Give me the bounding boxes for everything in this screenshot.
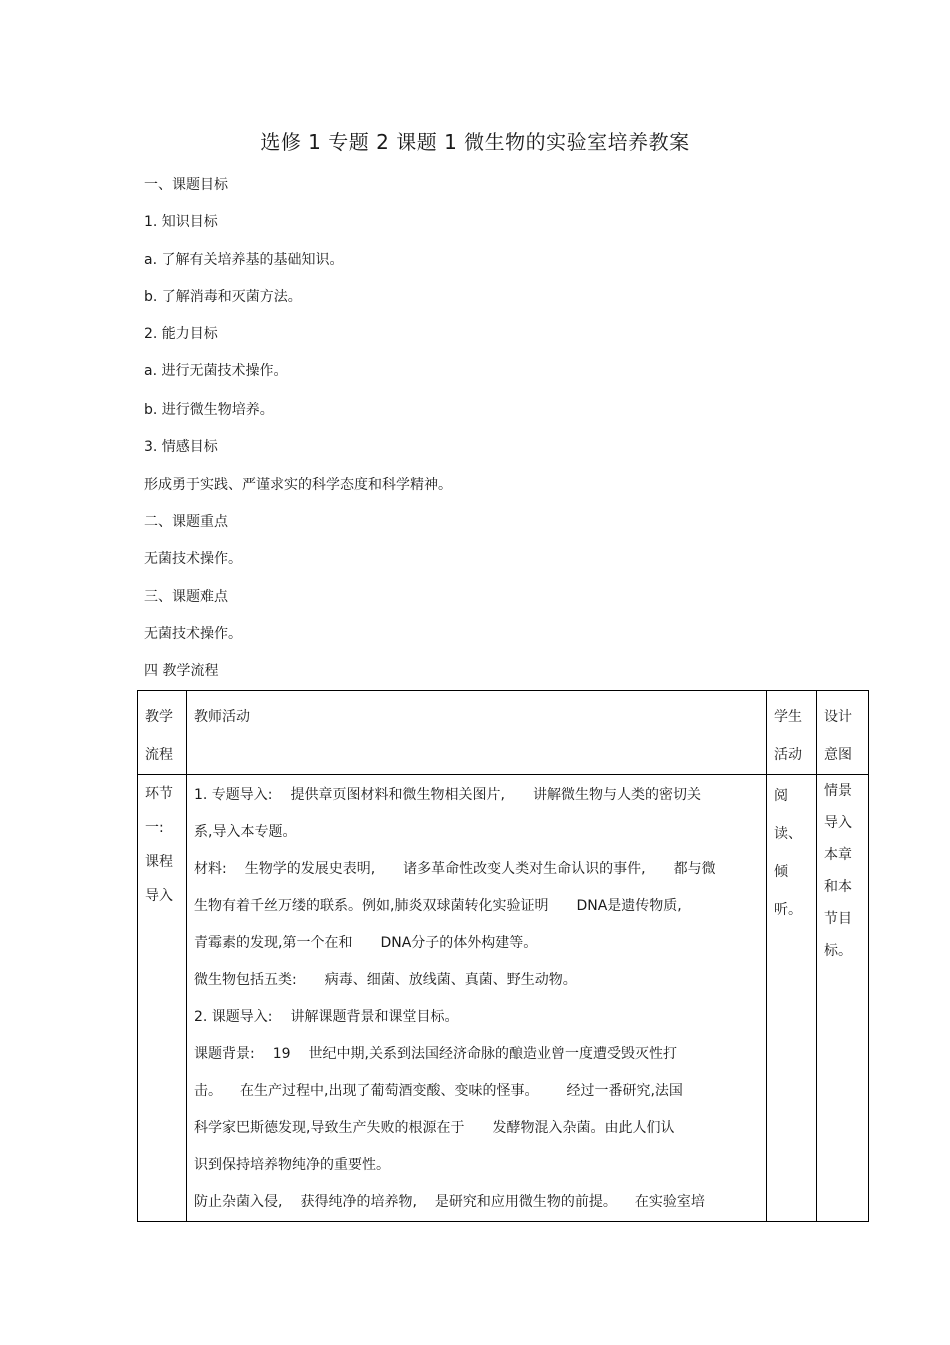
paragraph-line: 系,导入本专题。 bbox=[194, 824, 297, 840]
text-line: b. 进行微生物培养。 bbox=[144, 402, 274, 418]
table-row bbox=[138, 775, 869, 1222]
section-heading-teaching-flow: 四 教学流程 bbox=[144, 663, 219, 679]
section-heading-key-point: 二、课题重点 bbox=[144, 514, 228, 530]
teacher-activity-cell bbox=[187, 775, 767, 1222]
paragraph-line: 材料: 生物学的发展史表明, 诸多革命性改变人类对生命认识的事件, 都与微 bbox=[194, 861, 716, 877]
table-header-row bbox=[138, 691, 869, 775]
text-line: 无菌技术操作。 bbox=[144, 626, 242, 642]
document-title: 选修 1 专题 2 课题 1 微生物的实验室培养教案 bbox=[260, 130, 690, 154]
text-line: a. 进行无菌技术操作。 bbox=[144, 363, 288, 379]
paragraph-line: 课题背景: 19 世纪中期,关系到法国经济命脉的酿造业曾一度遭受毁灭性打 bbox=[194, 1046, 677, 1062]
paragraph-line: 2. 课题导入: 讲解课题背景和课堂目标。 bbox=[194, 1009, 459, 1025]
text-line: 形成勇于实践、严谨求实的科学态度和科学精神。 bbox=[144, 477, 452, 493]
header-cell-design-intent: 设计 意图 bbox=[817, 691, 869, 775]
text-line: 无菌技术操作。 bbox=[144, 551, 242, 567]
text-line: b. 了解消毒和灭菌方法。 bbox=[144, 289, 302, 305]
text-line: a. 了解有关培养基的基础知识。 bbox=[144, 252, 344, 268]
subheading-ability: 2. 能力目标 bbox=[144, 326, 218, 342]
paragraph-line: 青霉素的发现,第一个在和 DNA分子的体外构建等。 bbox=[194, 935, 538, 951]
subheading-emotion: 3. 情感目标 bbox=[144, 439, 218, 455]
section-heading-difficulty: 三、课题难点 bbox=[144, 589, 228, 605]
section-heading-objectives: 一、课题目标 bbox=[144, 177, 228, 193]
stage-cell: 环节 一: 课程 导入 bbox=[138, 775, 187, 1222]
paragraph-line: 科学家巴斯德发现,导致生产失败的根源在于 发酵物混入杂菌。由此人们认 bbox=[194, 1120, 675, 1136]
paragraph-line: 识到保持培养物纯净的重要性。 bbox=[194, 1157, 390, 1173]
subheading-knowledge: 1. 知识目标 bbox=[144, 214, 218, 230]
header-cell-teacher-activity: 教师活动 bbox=[187, 691, 767, 775]
paragraph-line: 防止杂菌入侵, 获得纯净的培养物, 是研究和应用微生物的前提。 在实验室培 bbox=[194, 1194, 705, 1210]
design-intent-cell: 情景 导入 本章 和本 节目 标。 bbox=[817, 775, 869, 1222]
teaching-flow-table bbox=[137, 690, 869, 1222]
header-cell-student-activity: 学生 活动 bbox=[767, 691, 817, 775]
paragraph-line: 击。 在生产过程中,出现了葡萄酒变酸、变味的怪事。 经过一番研究,法国 bbox=[194, 1083, 683, 1099]
paragraph-line: 微生物包括五类: 病毒、细菌、放线菌、真菌、野生动物。 bbox=[194, 972, 577, 988]
paragraph-line: 1. 专题导入: 提供章页图材料和微生物相关图片, 讲解微生物与人类的密切关 bbox=[194, 787, 701, 803]
paragraph-line: 生物有着千丝万缕的联系。例如,肺炎双球菌转化实验证明 DNA是遗传物质, bbox=[194, 898, 682, 914]
header-cell-flow: 教学 流程 bbox=[138, 691, 187, 775]
student-activity-cell: 阅 读、 倾 听。 bbox=[767, 775, 817, 1222]
